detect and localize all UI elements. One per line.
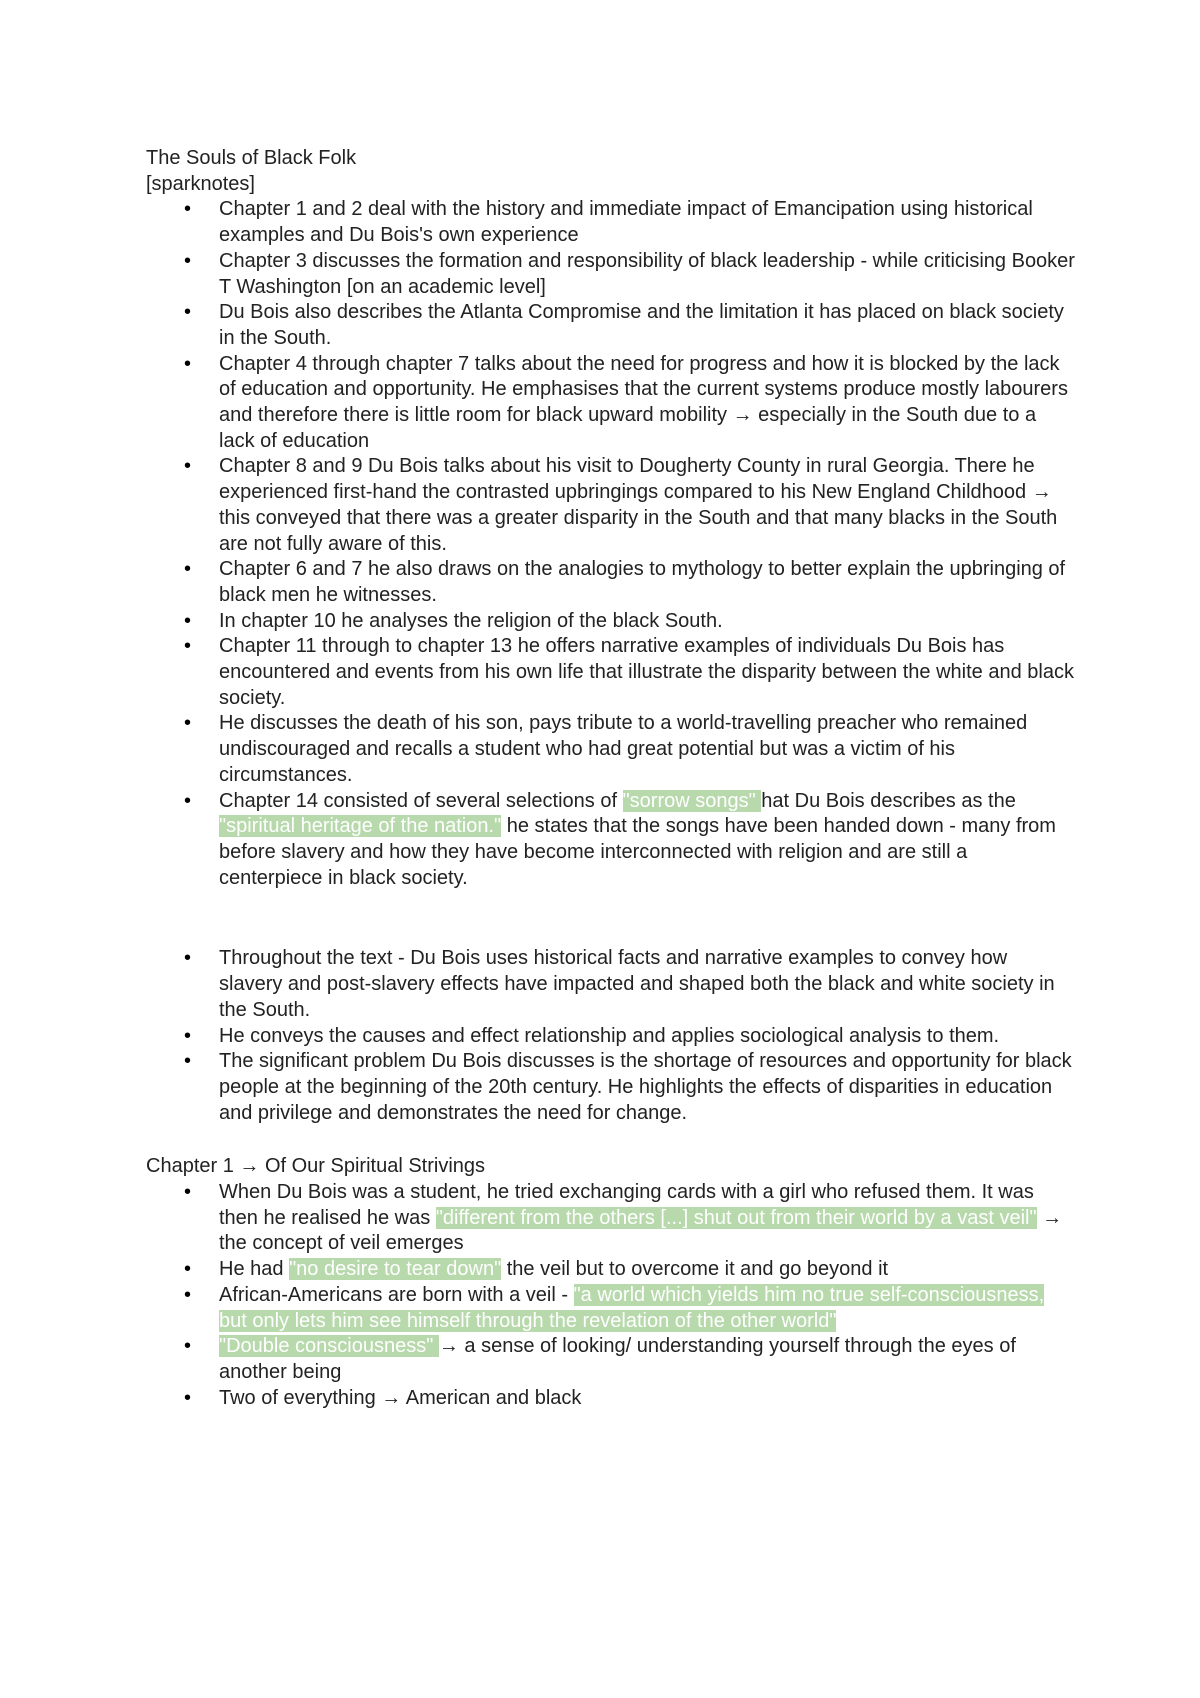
text-run: When Du Bois was a student, he tried exchanging cards with a girl who refused them. It was then he realised he was xyxy=(219,1181,1034,1229)
highlighted-quote: "different from the others [...] shut out from their world by a vast veil" xyxy=(435,1206,1037,1229)
text-run: African-Americans are born with a veil - xyxy=(219,1283,574,1306)
analysis-bullet-list xyxy=(146,946,1076,1126)
document-source: [sparknotes] xyxy=(146,172,255,195)
list-item: • Chapter 11 through to chapter 13 he offers narrative examples of individuals Du Bois has encountered and events from his own life that illustrate the disparity between the white and black society. xyxy=(146,634,1076,711)
document-title: The Souls of Black Folk xyxy=(146,147,357,169)
summary-bullet-list xyxy=(146,197,1076,891)
list-item: • He conveys the causes and effect relationship and applies sociological analysis to them. xyxy=(146,1024,1076,1050)
list-item: • Chapter 1 and 2 deal with the history and immediate impact of Emancipation using historical examples and Du Bois's own experience xyxy=(146,197,1076,248)
list-item: • In chapter 10 he analyses the religion of the black South. xyxy=(146,609,1076,635)
list-item: • Chapter 4 through chapter 7 talks about the need for progress and how it is blocked by the lack of education and opportunity. He emphasises that the current systems produce mostly labourers and therefore there is little room for black upward mobility → especially in the South due to a lack of education xyxy=(146,352,1076,455)
list-item: • Throughout the text - Du Bois uses historical facts and narrative examples to convey how slavery and post-slavery effects have impacted and shaped both the black and white society in the South. xyxy=(146,946,1076,1023)
text-run: hat Du Bois describes as the xyxy=(761,789,1016,812)
text-run: → the concept of veil emerges xyxy=(219,1206,1063,1255)
list-item xyxy=(146,1283,1076,1334)
text-run: the veil but to overcome it and go beyond it xyxy=(501,1258,889,1281)
list-item: • Chapter 3 discusses the formation and responsibility of black leadership - while criticising Booker T Washington [on an academic level] xyxy=(146,249,1076,300)
highlighted-quote: "a world which yields him no true self-consciousness, but only lets him see himself through the revelation of the other world" xyxy=(219,1283,1045,1332)
list-item-chapter-14 xyxy=(146,789,1076,892)
highlighted-quote: "sorrow songs" xyxy=(622,789,762,812)
list-item: • He discusses the death of his son, pays tribute to a world-travelling preacher who remained undiscouraged and recalls a student who had great potential but was a victim of his circumstances. xyxy=(146,711,1076,788)
chapter-1-bullet-list xyxy=(146,1180,1076,1411)
list-item: • The significant problem Du Bois discusses is the shortage of resources and opportunity for black people at the beginning of the 20th century. He highlights the effects of disparities in education and privilege and demonstrates the need for change. xyxy=(146,1049,1076,1126)
text-run: → a sense of looking/ understanding yourself through the eyes of another being xyxy=(219,1335,1016,1383)
chapter-1-heading: Chapter 1 → Of Our Spiritual Strivings xyxy=(146,1155,486,1178)
document-page xyxy=(146,146,1076,1411)
highlighted-quote: "spiritual heritage of the nation." xyxy=(219,815,502,838)
blank-space xyxy=(146,891,1076,946)
list-item: • Chapter 6 and 7 he also draws on the analogies to mythology to better explain the upbringing of black men he witnesses. xyxy=(146,557,1076,608)
highlighted-quote: "Double consciousness" xyxy=(219,1335,439,1358)
list-item: • Two of everything → American and black xyxy=(146,1386,1076,1412)
list-item xyxy=(146,1180,1076,1257)
list-item: • Du Bois also describes the Atlanta Compromise and the limitation it has placed on black society in the South. xyxy=(146,300,1076,351)
text-run: Chapter 14 consisted of several selections of xyxy=(219,789,623,812)
text-run: he states that the songs have been handed down - many from before slavery and how they have become interconnected with religion and are still a centerpiece in black society. xyxy=(219,815,1056,889)
list-item xyxy=(146,1257,1076,1283)
list-item: • Chapter 8 and 9 Du Bois talks about his visit to Dougherty County in rural Georgia. There he experienced first-hand the contrasted upbringings compared to his New England Childhood → this conveyed that there was a greater disparity in the South and that many blacks in the South are not fully aware of this. xyxy=(146,454,1076,557)
text-run: He had xyxy=(219,1258,290,1281)
list-item xyxy=(146,1334,1076,1385)
highlighted-quote: "no desire to tear down" xyxy=(289,1258,502,1281)
